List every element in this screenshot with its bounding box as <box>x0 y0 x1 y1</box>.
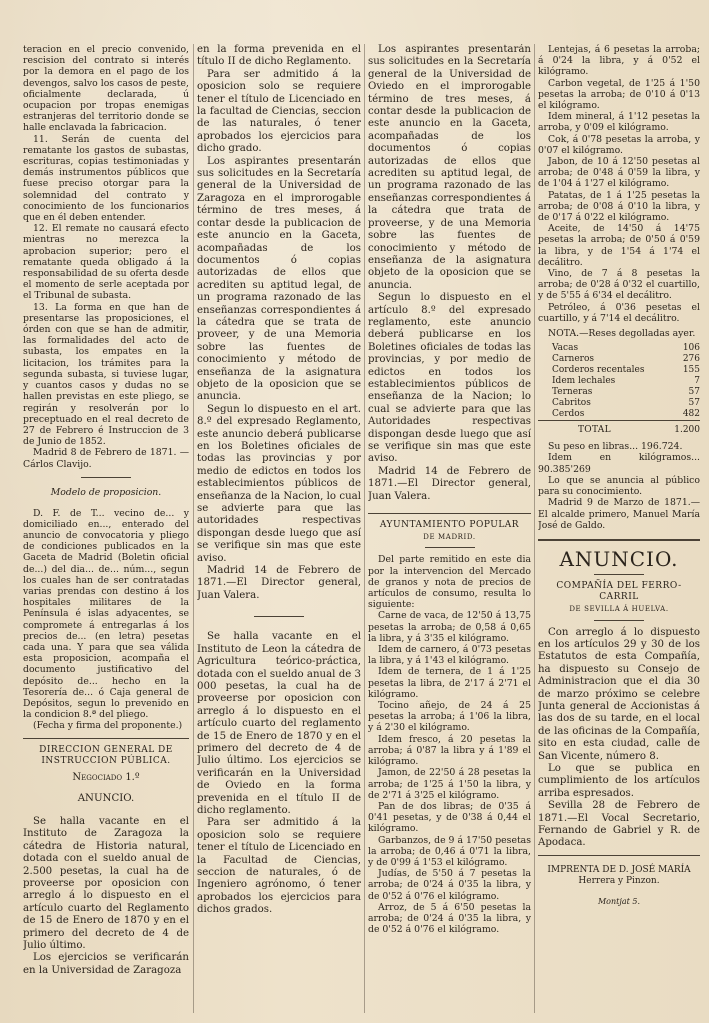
table-row <box>538 354 700 365</box>
table-row <box>538 398 700 409</box>
row-label: Cabritos <box>552 398 591 409</box>
column-2 <box>197 44 361 1017</box>
price-entry: Idem fresco, á 20 pesetas la arroba; á 0'87 la libra y á 1'89 el kilógramo. <box>368 733 531 768</box>
section-title: DIRECCION GENERAL DE INSTRUCCION PÚBLICA. <box>39 744 173 766</box>
price-entry: Jamon, de 22'50 á 28 pesetas la arroba; de 1'25 á 1'50 la libra, y de 2'71 á 3'25 el kilógramo. <box>368 767 531 801</box>
row-value: 7 <box>694 376 700 387</box>
separator <box>594 620 644 621</box>
price-entry: Jabon, de 10 á 12'50 pesetas al arroba; de 0'48 á 0'59 la libra, y de 1'04 á 1'27 el kilógramo. <box>538 156 700 190</box>
signature-line: Madrid 8 de Febrero de 1871. —Cárlos Clavijo. <box>23 447 189 470</box>
anuncio-title: ANUNCIO. <box>559 546 679 571</box>
price-entry: Idem de ternera, de 1 á 1'25 pesetas la libra, de 2'17 á 2'71 el kilógramo. <box>368 666 531 700</box>
company-title: COMPAÑÍA DEL FERRO-CARRIL <box>556 580 682 603</box>
paragraph: Los ejercicios se verificarán en la Universidad de Zaragoza <box>23 952 189 976</box>
column-divider <box>364 44 365 1013</box>
paragraph: 12. El remate no causará efecto mientras no merezca la aprobacion superior; pero el rematante queda obligado á la responsabilidad de su oferta desde el momento de serle aceptada por el Tribunal de subasta. <box>23 223 189 302</box>
paragraph: Para ser admitido á la oposicion solo se requiere tener el título de Licenciado en la Facultad de Ciencias, seccion de naturales, ó de Ingeniero agrónomo, ó tener aprobados los ejercicios para dichos grados. <box>197 817 361 916</box>
paragraph: Segun lo dispuesto en el art. 8.º del expresado Reglamento, este anuncio deberá publicarse en los Boletines oficiales de todas las provincias y por medio de edictos en todos los establecimientos públicos de enseñanza de la Nacion, lo cual se advierte para que las autoridades respectivas dispongan desde luego que así se verifique sin mas que este aviso. <box>197 403 361 564</box>
paragraph: en la forma prevenida en el título II de dicho Reglamento. <box>197 44 361 68</box>
table-row <box>538 343 700 354</box>
table-row <box>538 409 700 421</box>
row-value: 57 <box>688 398 700 409</box>
price-entry: Aceite, de 14'50 á 14'75 pesetas la arroba; de 0'50 á 0'59 la libra, y de 1'54 á 1'74 el decálitro. <box>538 223 700 268</box>
total-label: TOTAL <box>578 425 611 436</box>
price-entry: Pan de dos libras; de 0'35 á 0'41 pesetas, y de 0'38 á 0,44 el kilógramo. <box>368 800 531 835</box>
price-entry: Tocino añejo, de 24 á 25 pesetas la arroba; á 1'06 la libra, y á 2'30 el kilógramo. <box>368 700 531 734</box>
paragraph: Segun lo dispuesto en el artículo 8.º del expresado reglamento, este anuncio deberá publicarse en los Boletines oficiales de todas las provincias, y por medio de edictos en todos los establecimientos públicos de enseñanza de la Nacion; lo cual se advierte para que las Autoridades respectivas dispongan desde luego que así se verifique sin mas que este aviso. <box>368 292 531 465</box>
price-entry: Idem de carnero, á 0'73 pesetas la libra, y á 1'43 el kilógramo. <box>368 644 531 667</box>
signature-line: Sevilla 28 de Febrero de 1871.—El Vocal Secretario, Fernando de Gabriel y R. de Apodaca. <box>538 800 700 849</box>
section-subtitle: Negociado 1.º <box>72 771 140 783</box>
row-value: 57 <box>688 387 700 398</box>
paragraph: Su peso en libras... 196.724. <box>548 441 683 453</box>
row-value: 106 <box>682 343 700 354</box>
table-row <box>538 365 700 376</box>
company-subtitle: DE SEVILLA Á HUELVA. <box>569 605 669 614</box>
paragraph: Con arreglo á lo dispuesto en los artículos 29 y 30 de los Estatutos de esta Compañía, ha dispuesto su Consejo de Administracion que el dia 30 de marzo próximo se celebre Junta general de Accionistas á las dos de su tarde, en el local de las oficinas de la Compañía, sito en esta ciudad, calle de San Vicente, número 8. <box>538 626 700 762</box>
table-total-row <box>538 421 700 437</box>
paragraph: Lo que se publica en cumplimiento de los artículos arriba espresados. <box>538 762 700 799</box>
paragraph: Para ser admitido á la oposicion solo se requiere tener el título de Licenciado en la facultad de Ciencias, seccion de las naturales, ó tener aprobados los ejercicios para dicho grado. <box>197 68 361 155</box>
slaughter-table <box>538 343 700 436</box>
anuncio-heading: ANUNCIO. <box>77 793 135 805</box>
row-value: 155 <box>682 365 700 376</box>
row-label: Corderos recentales <box>552 365 645 376</box>
column-4 <box>538 44 700 1017</box>
paragraph: Los aspirantes presentarán sus solicitudes en la Secretaría general de la Universidad de Zaragoza en el improrogable término de tres meses, á contar desde la publicacion de este anuncio en la Gaceta, acompañadas de los documentos ó copias autorizadas de ellos que acrediten su aptitud legal, de un programa razonado de las enseñanzas correspondientes á la cátedra que se trata de proveer, y de una Memoria sobre las fuentes de conocimiento y método de enseñanza de la asignatura objeto de la oposicion que se anuncia. <box>197 155 361 403</box>
separator <box>538 855 700 856</box>
price-entry: Carbon vegetal, de 1'25 á 1'50 pesetas la arroba; de 0'10 á 0'13 el kilógramo. <box>538 77 700 112</box>
separator <box>81 477 131 478</box>
paragraph: 13. La forma en que han de presentarse las proposiciones, el órden con que se han de admitir, las formalidades del acto de subasta, los empates en la licitacion, los trámites para la segunda subasta, si tuviese lugar, y cuantos casos y dudas no se hallen previstas en este pliego, se regirán y resolverán por lo preceptuado en el real decreto de 27 de Febrero é Instruccion de 3 de Junio de 1852. <box>23 301 189 448</box>
separator <box>254 616 304 617</box>
signature-line: Madrid 14 de Febrero de 1871.—El Director general, Juan Valera. <box>368 465 531 502</box>
paragraph: Lo que se anuncia al público para su conocimiento. <box>538 474 700 498</box>
price-entry: Garbanzos, de 9 á 17'50 pesetas la arroba; de 0,46 á 0'71 la libra, y de 0'99 á 1'53 el kilógramo. <box>368 834 531 868</box>
row-label: Carneros <box>552 354 595 365</box>
paragraph: (Fecha y firma del proponente.) <box>33 720 183 732</box>
table-row <box>538 376 700 387</box>
row-label: Cerdos <box>552 409 585 420</box>
separator <box>538 539 700 541</box>
row-label: Terneras <box>552 387 593 398</box>
paragraph: Idem en kilógramos... 90.385'269 <box>538 452 700 475</box>
row-label: Vacas <box>552 343 579 354</box>
column-3 <box>368 44 531 1017</box>
paragraph: teracion en el precio convenido, rescision del contrato si interés por la demora en el pago de los devengos, salvo los casos de peste, oficialmente declarada, ú ocupacion por tropas enemigas estranjeras del territorio donde se halle enclavada la fabricacion. <box>23 44 189 134</box>
separator <box>425 547 475 548</box>
row-label: Idem lechales <box>552 376 616 387</box>
column-1 <box>23 44 189 1017</box>
table-row <box>538 387 700 398</box>
total-value: 1.200 <box>674 425 700 436</box>
nota-line: NOTA.—Reses degolladas ayer. <box>548 328 696 340</box>
price-entry: Arroz, de 5 á 6'50 pesetas la arroba; de 0'24 á 0'35 la libra, y de 0'52 á 0'76 el kilógramo. <box>368 901 531 936</box>
paragraph: Se halla vacante en el Instituto de Zaragoza la cátedra de Historia natural, dotada con el sueldo anual de 2.500 pesetas, la cual ha de proveerse por oposicion con arreglo á lo dispuesto en el artículo cuarto del Reglamento de 15 de Enero de 1870 y en el primero del decreto de 4 de Julio último. <box>23 815 189 952</box>
signature-line: Madrid 14 de Febrero de 1871.—El Director general, Juan Valera. <box>197 565 361 601</box>
price-entry: Lentejas, á 6 pesetas la arroba; á 0'24 la libra, y á 0'52 el kilógramo. <box>538 44 700 78</box>
paragraph: 11. Serán de cuenta del rematante los gastos de subastas, escrituras, copias testimoniadas y demás instrumentos públicos que fuese preciso otorgar para la solemnidad del contrato y conocimiento de los funcionarios que en él deben entender. <box>23 133 189 224</box>
price-entry: Patatas, de 1 á 1'25 pesetas la arroba; de 0'08 á 0'10 la libra, y de 0'17 á 0'22 el kilógramo. <box>538 189 700 224</box>
separator <box>23 738 189 739</box>
imprint-address: Montjat 5. <box>597 897 640 907</box>
signature-line: Madrid 9 de Marzo de 1871.—El alcalde primero, Manuel María José de Galdo. <box>538 497 700 531</box>
row-value: 276 <box>682 354 700 365</box>
row-value: 482 <box>682 409 700 420</box>
price-entry: Vino, de 7 á 8 pesetas la arroba; de 0'28 á 0'32 el cuartillo, y de 5'55 á 6'34 el decálitro. <box>538 268 700 302</box>
section-heading: Modelo de proposicion. <box>50 487 162 499</box>
separator <box>594 574 644 575</box>
paragraph: Los aspirantes presentarán sus solicitudes en la Secretaría general de la Universidad de Oviedo en el improrogable término de tres meses, á contar desde la publicacion de este anuncio en la Gaceta, acompañadas de los documentos ó copias autorizadas de ellos que acrediten su aptitud legal, de un programa razonado de las enseñanzas correspondientes á la cátedra que trata de proveerse, y de una Memoria sobre las fuentes de conocimiento y método de enseñanza de la asignatura objeto de la oposicion que se anuncia. <box>368 44 531 291</box>
paragraph: Se halla vacante en el Instituto de Leon la cátedra de Agricultura teórico-práctica, dotada con el sueldo anual de 3 000 pesetas, la cual ha de proveerse por oposicion con arreglo á lo dispuesto en el artículo cuarto del reglamento de 15 de Enero de 1870 y en el primero del decreto de 4 de Julio último. Los ejercicios se verificarán en la Universidad de Oviedo en la forma prevenida en el título II de dicho reglamento. <box>197 631 361 816</box>
section-title: AYUNTAMIENTO POPULAR <box>379 520 520 531</box>
price-entry: Judías, de 5'50 á 7 pesetas la arroba; de 0'24 á 0'35 la libra, y de 0'52 á 0'76 el kilógramo. <box>368 868 531 902</box>
imprint: IMPRENTA DE D. JOSÉ MARÍA Herrera y Pinzon. <box>547 864 691 887</box>
price-entry: Petróleo, á 0'36 pesetas el cuartillo, y á 7'14 el decálitro. <box>538 301 700 324</box>
paragraph: Del parte remitido en este dia por la intervencion del Mercado de granos y nota de precios de artículos de consumo, resulta lo siguiente: <box>368 554 531 611</box>
column-divider <box>534 44 535 1013</box>
separator <box>368 513 531 514</box>
column-divider <box>193 44 194 1013</box>
price-entry: Carne de vaca, de 12'50 á 13,75 pesetas la arroba; de 0,58 á 0,65 la libra, y á 3'35 el kilógramo. <box>368 610 531 644</box>
price-entry: Cok, á 0'78 pesetas la arroba, y 0'07 el kilógramo. <box>538 133 700 156</box>
paragraph: D. F. de T... vecino de... y domiciliado en..., enterado del anuncio de convocatoria y pliego de condiciones publicados en la Gaceta de Madrid (Boletin oficial de...) del dia... de... núm..., segun los cuales han de ser contratadas varias prendas con destino á los hospitales militares de la Península é islas adyacentes, se compromete á entregarlas á los precios de... (en letra) pesetas cada una. Y para que sea válida esta proposicion, acompaña el documento justificativo del depósito de... hecho en la Tesorería de... ó Caja general de Depósitos, segun lo prevenido en la condicion 8.ª del pliego. <box>23 507 189 721</box>
section-subtitle: DE MADRID. <box>423 533 476 542</box>
price-entry: Idem mineral, á 1'12 pesetas la arroba, y 0'09 el kilógramo. <box>538 111 700 134</box>
